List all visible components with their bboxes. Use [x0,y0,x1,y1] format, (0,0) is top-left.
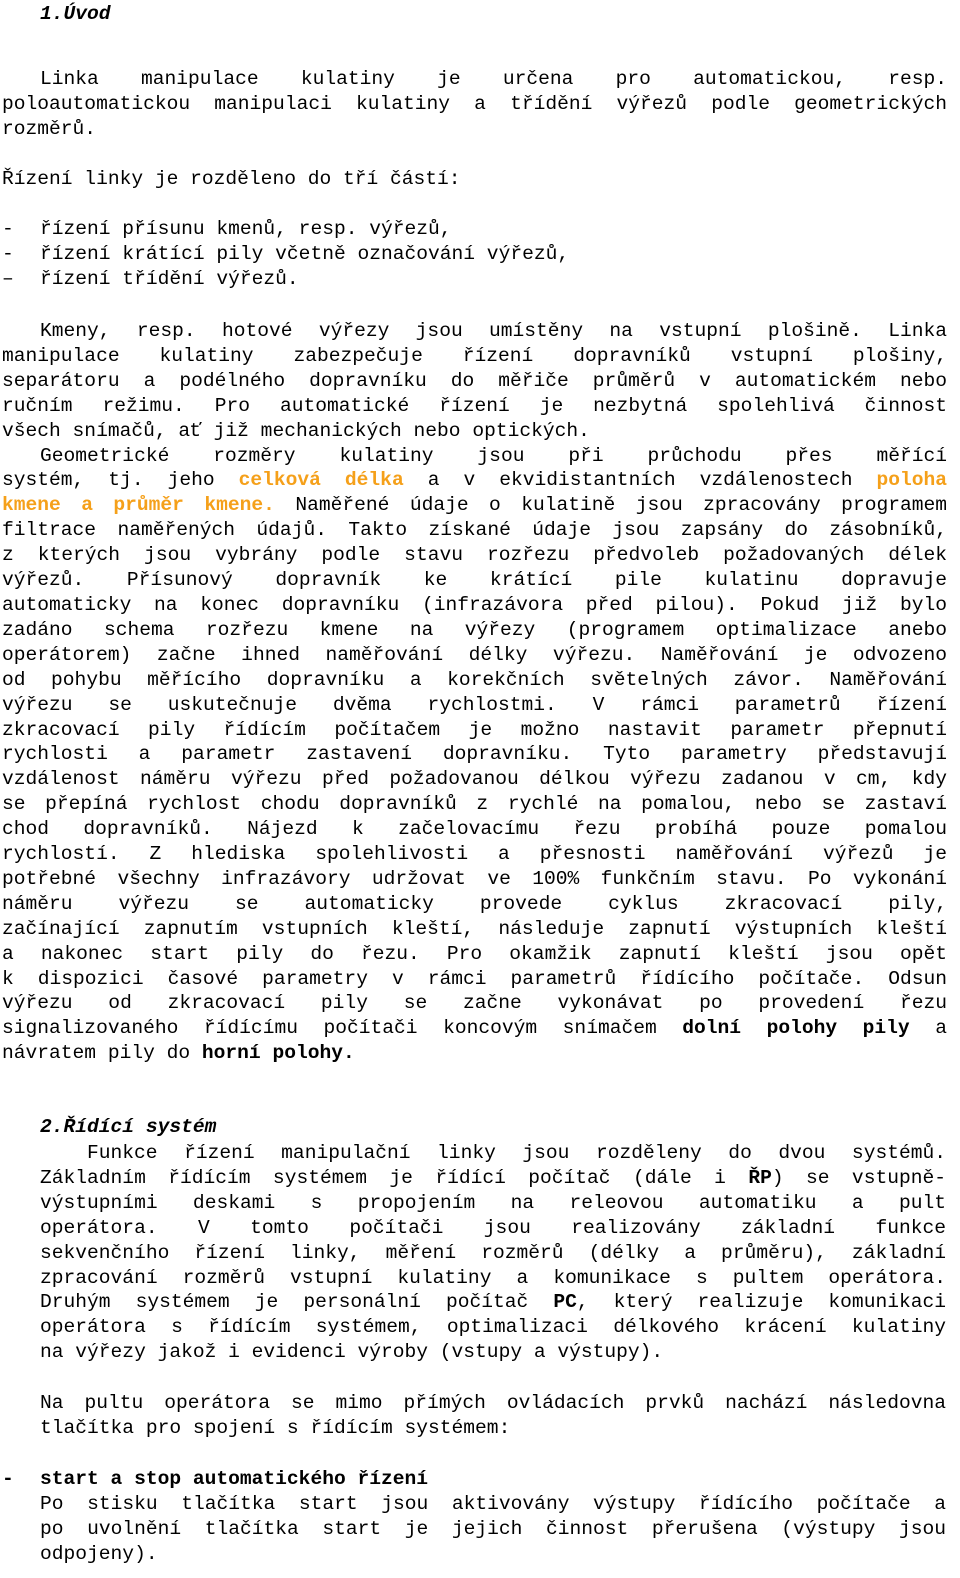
section-2-paragraph [40,1141,946,1365]
paragraph-logs [2,319,947,1066]
intro-line-1: Linka manipulace kulatiny je určena pro automatickou, resp. [40,68,947,90]
paragraph-line: všech snímačů, ať již mechanických nebo optických. [2,419,590,442]
paragraph-line: výřezu se uskutečnuje dvěma rychlostmi. V rámci parametrů řízení [2,693,947,716]
paragraph-line: a nakonec start pily do řezu. Pro okamžik zapnutí kleští jsou opět [2,942,947,965]
paragraph-line: zadáno schema rozřezu kmene na výřezy (programem optimalizace anebo [2,618,947,641]
text-run: signalizovaného řídícímu počítači koncovým snímačem [2,1017,683,1040]
paragraph-line: Na pultu operátora se mimo přímých ovládacích prvků nachází následovna [40,1392,946,1414]
section-1-heading: 1.Úvod [40,3,111,25]
paragraph-line: Kmeny, resp. hotové výřezy jsou umístěny na vstupní plošině. Linka [40,320,947,342]
paragraph-line: na výřezy jakož i evidenci výroby (vstupy a výstupy). [40,1341,664,1364]
list-item-text: řízení přísunu kmenů, resp. výřezů, [40,218,452,240]
paragraph-line: výřezů. Přísunový dopravník ke krátící pile kulatinu dopravuje [2,569,947,592]
paragraph-line: operátora. V tomto počítači jsou realizovány základní funkce [40,1216,946,1239]
bold-pc: PC [553,1291,577,1314]
paragraph-line: rychlosti a parametr zastavení dopravníku. Tyto parametry představují [2,743,947,766]
list-dash: - [2,218,14,240]
paragraph-line: operátora s řídícím systémem, optimalizaci délkového krácení kulatiny [40,1316,946,1339]
paragraph-line: odpojeny). [40,1542,158,1565]
paragraph-line-bold [2,1016,947,1041]
list-dash: – [2,268,14,290]
text-run: ) se vstupně- [771,1166,946,1189]
intro-paragraph [2,67,947,142]
paragraph-line: začínající zapnutím vstupních kleští, následuje zapnutí výstupních kleští [2,917,947,940]
text-run: Základním řídícím systémem je řídící počítač (dále i [40,1166,749,1189]
intro-line-3: rozměrů. [2,117,97,140]
paragraph-line: filtrace naměřených údajů. Takto získané údaje jsou zapsány do zásobníků, [2,519,947,542]
highlight-length: celková délka [238,469,404,492]
paragraph-line: vzdálenost náměru výřezu před požadovanou délkou výřezu zadanou v cm, kdy [2,768,947,791]
paragraph-line-bold [2,1041,947,1066]
paragraph-line: od pohybu měřícího dopravníku a korekčních světelných závor. Naměřování [2,668,947,691]
paragraph-line: po uvolnění tlačítka start je jejich činnost přerušena (výstupy jsou [40,1517,946,1540]
text-run: a v ekvidistantních vzdálenostech [403,469,877,492]
paragraph-line-highlight [2,468,947,493]
text-run: systém, tj. jeho [2,469,239,492]
paragraph-line: výřezu od zkracovací pily se začne vykonávat po provedení řezu [2,992,947,1015]
paragraph-line: se přepíná rychlost chodu dopravníků z rychlé na pomalou, nebo se zastaví [2,793,947,816]
paragraph-line: Funkce řízení manipulační linky jsou rozděleny do dvou systémů. [87,1142,946,1164]
paragraph-line: tlačítka pro spojení s řídícím systémem: [40,1416,511,1439]
highlight-diameter: kmene a průměr kmene. [2,494,275,517]
paragraph-line: Po stisku tlačítka start jsou aktivovány výstupy řídícího počítače a [40,1493,946,1515]
text-run: a [909,1017,947,1040]
list-item-text: řízení krátící pily včetně označování výřezů, [40,243,570,265]
list-item [2,217,702,242]
text-run: , který realizuje komunikaci [576,1291,946,1314]
paragraph-line: operátorem) začne ihned naměřování délky výřezu. Naměřování je odvozeno [2,643,947,666]
list-item-text: řízení třídění výřezů. [40,268,299,290]
bold-lower-position: dolní polohy pily [682,1017,910,1040]
paragraph-line: chod dopravníků. Nájezd k začelovacímu řezu probíhá pouze pomalou [2,818,947,841]
item-description [40,1492,946,1567]
paragraph-line-bold [40,1166,946,1191]
control-intro: Řízení linky je rozděleno do tří částí: [2,168,461,190]
paragraph-line-highlight [2,493,947,518]
item-title: start a stop automatického řízení [40,1468,429,1490]
text-run: návratem pily do [2,1042,202,1065]
highlight-position: poloha [876,469,948,492]
paragraph-line: manipulace kulatiny zabezpečuje řízení dopravníků vstupní plošiny, [2,344,947,367]
paragraph-line: automaticky na konec dopravníku (infrazávora před pilou). Pokud již bylo [2,593,947,616]
text-run: Naměřené údaje o kulatině jsou zpracovány programem [274,494,947,517]
paragraph-line: k dispozici časové parametry v rámci parametrů řídícího počítače. Odsun [2,967,947,990]
parts-list [2,217,702,292]
intro-line-2: poloautomatickou manipulaci kulatiny a třídění výřezů podle geometrických [2,92,947,115]
text-run: Druhým systémem je personální počítač [40,1291,554,1314]
bold-rp: ŘP [748,1166,772,1189]
list-item [2,242,702,267]
bold-upper-position: horní polohy. [201,1042,355,1065]
item-dash: - [2,1468,14,1490]
paragraph-line: zpracování rozměrů vstupní kulatiny a komunikace s pultem operátora. [40,1266,946,1289]
paragraph-line: rychlostí. Z hlediska spolehlivosti a přesnosti naměřování výřezů je [2,843,947,866]
paragraph-line: ručním režimu. Pro automatické řízení je nezbytná spolehlivá činnost [2,394,947,417]
paragraph-line: výstupními deskami s propojením na releovou automatiku a pult [40,1191,946,1214]
list-dash: - [2,243,14,265]
paragraph-line: z kterých jsou vybrány podle stavu rozřezu předvoleb požadovaných délek [2,544,947,567]
paragraph-line: Geometrické rozměry kulatiny jsou při průchodu přes měřící [40,444,947,467]
list-item [2,267,702,292]
section-2-heading: 2.Řídící systém [40,1116,217,1138]
paragraph-line: sekvenčního řízení linky, měření rozměrů (délky a průměru), základní [40,1241,946,1264]
paragraph-line: náměru výřezu se automaticky provede cyklus zkracovací pily, [2,892,947,915]
section-2-paragraph-2 [40,1391,946,1441]
paragraph-line: zkracovací pily řídícím počítačem je možno nastavit parametr přepnutí [2,718,947,741]
paragraph-line: separátoru a podélného dopravníku do měřiče průměrů v automatickém nebo [2,369,947,392]
paragraph-line-bold [40,1290,946,1315]
paragraph-line: potřebné všechny infrazávory udržovat ve 100% funkčním stavu. Po vykonání [2,867,947,890]
